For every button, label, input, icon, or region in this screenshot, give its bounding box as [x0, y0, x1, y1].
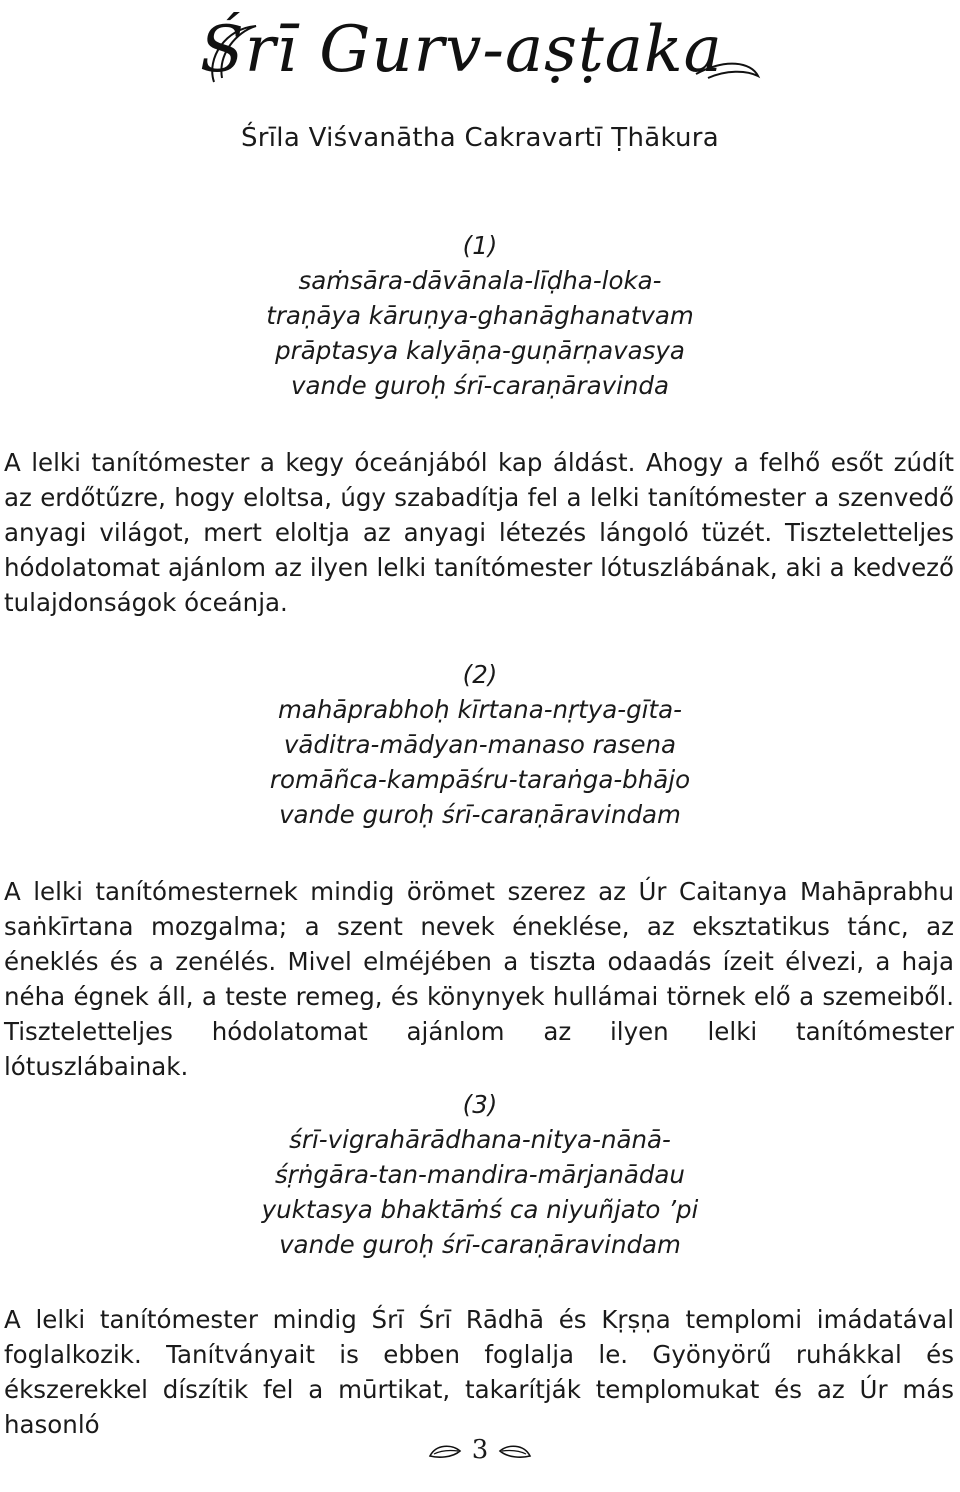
verse-line: vande guroḥ śrī-caraṇāravindam [279, 1230, 681, 1259]
verse-number: (3) [462, 1090, 498, 1119]
leaf-ornament-icon [498, 1442, 532, 1460]
verse-line: romāñca-kampāśru-taraṅga-bhājo [269, 765, 691, 794]
verse-line: vande guroḥ śrī-caraṇāravindam [279, 800, 681, 829]
verse-number: (2) [462, 660, 498, 689]
verse-3 [0, 1087, 960, 1262]
translation-1: A lelki tanítómester a kegy óceánjából kap áldást. Ahogy a felhő esőt zúdít az erdőtűzre, hogy eloltsa, úgy szabadítja fel a lelki tanítómester a szenvedő anyagi világot, mert eloltja az anyagi létezés lángoló tüzét. Tiszteletteljes hódolatomat ajánlom az ilyen lelki tanítómester lótuszlábának, aki a kedvező tulajdonságok óceánja. [4, 448, 954, 617]
verse-line: śrī-vigrahārādhana-nitya-nānā- [289, 1125, 671, 1154]
verse-line: saṁsāra-dāvānala-līḍha-loka- [298, 266, 662, 295]
page-footer [0, 1432, 960, 1468]
verse-line: prāptasya kalyāṇa-guṇārṇavasya [275, 336, 685, 365]
verse-line: vande guroḥ śrī-caraṇāravinda [291, 371, 669, 400]
translation-3: A lelki tanítómester mindig Śrī Śrī Rādhā és Kṛṣṇa templomi imádatával foglalkozik. Tanítványait is ebben foglalja le. Gyönyörű ruhákkal és ékszerekkel díszítik fel a mūrtikat, takarítják templomukat és az Úr más hasonló [4, 1305, 954, 1439]
translation-2: A lelki tanítómesternek mindig örömet szerez az Úr Caitanya Mahāprabhu saṅkīrtana mozgalma; a szent nevek éneklése, az eksztatikus tánc, az éneklés és a zenélés. Mivel elméjében a tiszta odaadás ízeit élvezi, a haja néha égnek áll, a teste remeg, és könynyek hullámai törnek elő a szemeiből. Tiszteletteljes hódolatomat ajánlom az ilyen lelki tanítómester lótuszlábainak. [4, 877, 954, 1081]
verse-2 [0, 657, 960, 832]
page-number: 3 [471, 1435, 489, 1465]
verse-number: (1) [462, 231, 498, 260]
page-title: Śrī Gurv-aṣṭaka [200, 13, 723, 87]
verse-line: yuktasya bhaktāṁś ca niyuñjato ’pi [261, 1195, 699, 1224]
verse-line: śṛṅgāra-tan-mandira-mārjanādau [275, 1160, 685, 1189]
verse-line: vāditra-mādyan-manaso rasena [283, 730, 677, 759]
author-line: Śrīla Viśvanātha Cakravartī Ṭhākura [240, 123, 720, 153]
leaf-ornament-icon [428, 1442, 462, 1460]
verse-line: traṇāya kāruṇya-ghanāghanatvam [266, 301, 694, 330]
verse-line: mahāprabhoḥ kīrtana-nṛtya-gīta- [278, 695, 682, 724]
verse-1 [0, 228, 960, 403]
